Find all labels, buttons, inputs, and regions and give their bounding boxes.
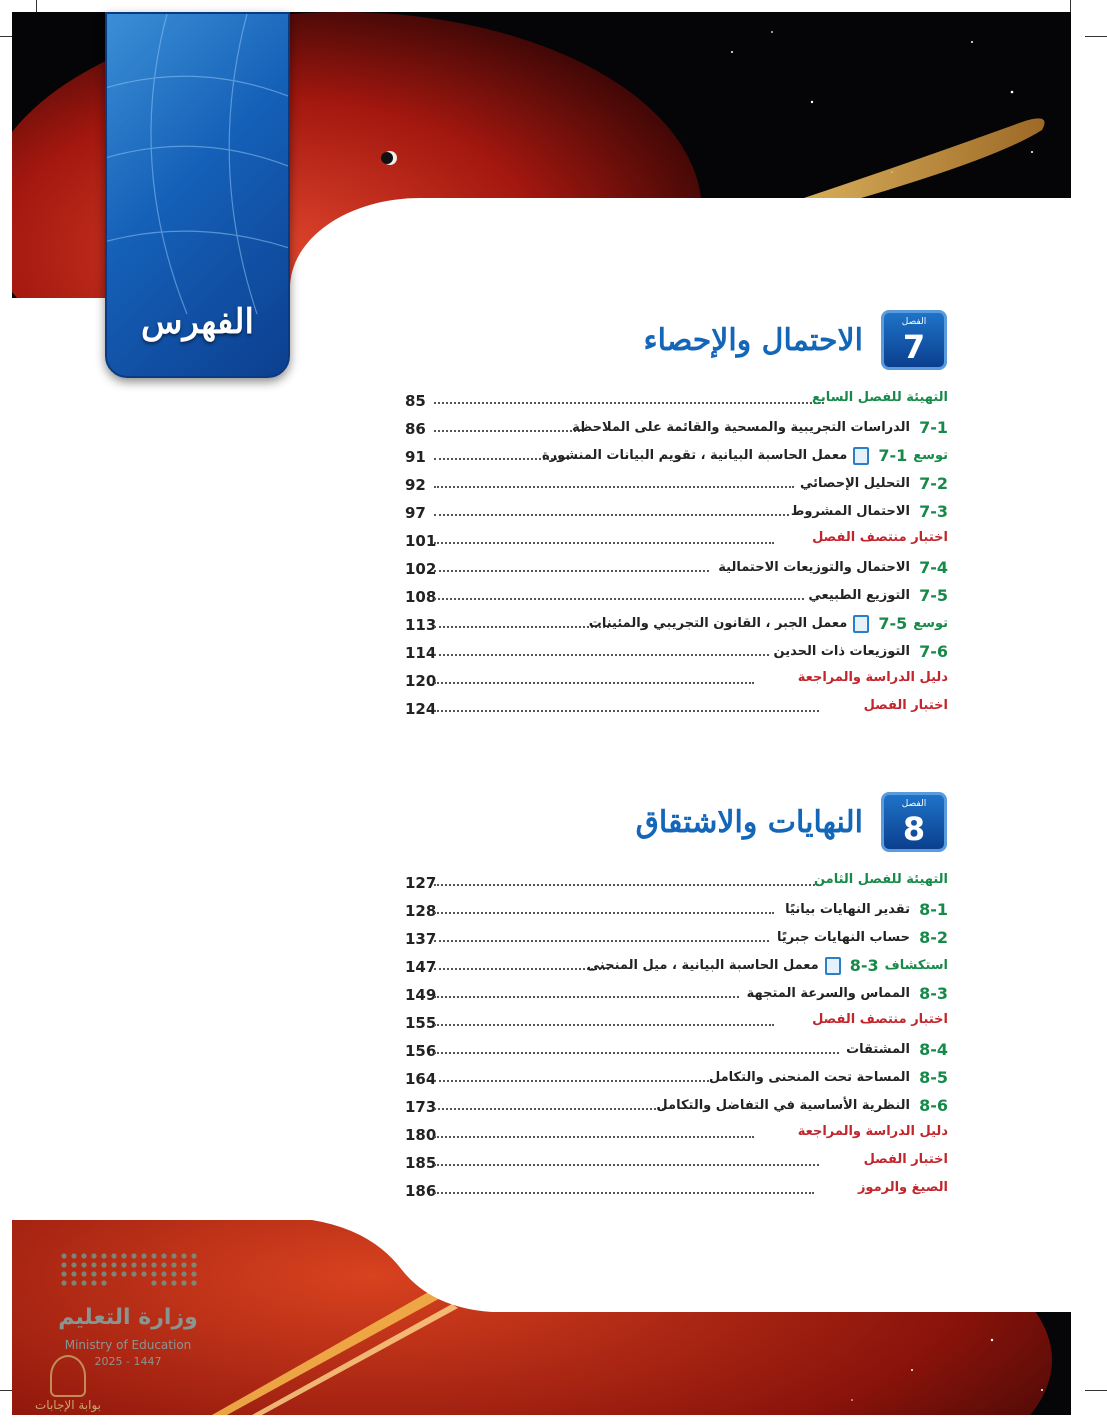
entry-label-group	[718, 558, 948, 577]
entry-label-group	[542, 446, 948, 465]
page-number: 102	[405, 560, 437, 578]
toc-entry[interactable]	[400, 416, 948, 444]
toc-entry[interactable]	[400, 1122, 948, 1150]
section-number: 7-2	[919, 474, 948, 493]
entry-title: حساب النهايات جبريًا	[776, 930, 910, 945]
dot-leader	[434, 484, 794, 488]
page-number: 120	[405, 672, 437, 690]
page-number: 127	[405, 874, 437, 892]
entry-title: التهيئة للفصل الثامن	[813, 872, 948, 887]
page-number: 108	[405, 588, 437, 606]
entry-label-group	[785, 900, 948, 919]
calculator-icon	[825, 957, 841, 975]
entry-title: المماس والسرعة المتجهة	[746, 986, 910, 1001]
ministry-arabic: وزارة التعليم	[58, 1305, 198, 1330]
index-title: الفهرس	[141, 302, 254, 342]
entry-title: اختبار الفصل	[863, 1152, 948, 1167]
entry-title: اختبار منتصف الفصل	[812, 1012, 948, 1027]
page-number: 155	[405, 1014, 437, 1032]
entry-label-group	[800, 474, 948, 493]
chapter-8-toc	[400, 870, 948, 1206]
section-number: 7-5	[878, 614, 908, 633]
watermark: بوابة الإجابات	[35, 1398, 102, 1412]
section-number: 8-6	[919, 1096, 948, 1115]
chapter-8-heading	[636, 792, 947, 852]
dot-leader	[434, 596, 804, 600]
page-number: 101	[405, 532, 437, 550]
dot-leader	[434, 512, 789, 516]
dot-leader	[434, 910, 774, 914]
entry-title: الصيغ والرموز	[857, 1180, 948, 1195]
entry-label-group	[774, 642, 948, 661]
chapter-7-heading	[643, 310, 947, 370]
entry-label-group	[812, 390, 948, 405]
entry-label-group	[777, 928, 948, 947]
entry-title: الدراسات التجريبية والمسحية والقائمة على الملاحظة	[572, 420, 910, 435]
crop-mark	[1085, 36, 1107, 37]
dot-leader	[434, 1050, 839, 1054]
chapter-number: 8	[902, 810, 926, 848]
dot-leader	[434, 1022, 774, 1026]
entry-label-group	[747, 984, 948, 1003]
entry-label-group	[858, 1180, 948, 1195]
dot-leader	[434, 966, 609, 970]
page-number: 137	[405, 930, 437, 948]
section-number: 7-3	[919, 502, 948, 521]
entry-label-group	[572, 418, 948, 437]
dot-leader	[434, 428, 584, 432]
dot-leader	[434, 540, 774, 544]
calculator-icon	[853, 447, 869, 465]
toc-entry[interactable]	[400, 444, 948, 472]
crop-mark	[1085, 1390, 1107, 1391]
toc-entry[interactable]	[400, 1038, 948, 1066]
ministry-year: 2025 - 1447	[94, 1355, 162, 1368]
entry-label-group	[709, 1068, 948, 1087]
chapter-badge	[881, 310, 947, 370]
page-number: 128	[405, 902, 437, 920]
chapter-title: الاحتمال والإحصاء	[643, 322, 863, 358]
dot-leader	[434, 652, 769, 656]
calculator-icon	[853, 615, 869, 633]
entry-label-group	[656, 1096, 948, 1115]
toc-entry[interactable]	[400, 640, 948, 668]
toc-entry[interactable]	[400, 388, 948, 416]
entry-title: التوزيع الطبيعي	[808, 588, 910, 603]
ministry-dots-icon	[58, 1250, 198, 1290]
dot-leader	[434, 568, 709, 572]
entry-prefix: توسع	[913, 616, 948, 631]
toc-entry[interactable]	[400, 612, 948, 640]
page-number: 85	[405, 392, 426, 410]
seal-icon	[50, 1355, 86, 1397]
dot-leader	[434, 994, 739, 998]
toc-entry[interactable]	[400, 1094, 948, 1122]
entry-title: الاحتمال المشروط	[790, 504, 910, 519]
entry-label-group	[798, 1124, 948, 1139]
entry-title: التهيئة للفصل السابع	[812, 390, 948, 405]
dot-leader	[434, 882, 819, 886]
entry-label-group	[864, 698, 948, 713]
entry-label-group	[798, 670, 948, 685]
entry-label-group	[808, 586, 948, 605]
dot-leader	[434, 1134, 754, 1138]
section-number: 8-1	[919, 900, 948, 919]
toc-entry[interactable]	[400, 926, 948, 954]
entry-title: النظرية الأساسية في التفاضل والتكامل	[656, 1098, 910, 1113]
dot-leader	[434, 624, 609, 628]
dot-leader	[434, 680, 754, 684]
entry-label-group	[812, 530, 948, 545]
page-number: 113	[405, 616, 437, 634]
page-number: 186	[405, 1182, 437, 1200]
page-number: 147	[405, 958, 437, 976]
section-number: 7-1	[919, 418, 948, 437]
section-number: 8-4	[919, 1040, 948, 1059]
toc-entry[interactable]	[400, 1178, 948, 1206]
toc-entry[interactable]	[400, 668, 948, 696]
page-number: 164	[405, 1070, 437, 1088]
chapter-title: النهايات والاشتقاق	[635, 804, 863, 840]
entry-title: اختبار الفصل	[863, 698, 948, 713]
chapter-7-toc	[400, 388, 948, 724]
entry-title: التوزيعات ذات الحدين	[773, 644, 910, 659]
chapter-label: الفصل	[901, 799, 927, 809]
entry-title: دليل الدراسة والمراجعة	[797, 1124, 948, 1139]
toc-entry[interactable]	[400, 1150, 948, 1178]
page-number: 91	[405, 448, 426, 466]
entry-label-group	[846, 1040, 948, 1059]
entry-label-group	[791, 502, 948, 521]
page-number: 156	[405, 1042, 437, 1060]
entry-label-group	[864, 1152, 948, 1167]
page-number: 180	[405, 1126, 437, 1144]
entry-title: المشتقات	[846, 1042, 910, 1057]
section-number: 7-1	[878, 446, 908, 465]
toc-entry[interactable]	[400, 556, 948, 584]
dot-leader	[434, 1106, 664, 1110]
entry-label-group	[814, 872, 948, 887]
page-number: 149	[405, 986, 437, 1004]
page-number: 173	[405, 1098, 437, 1116]
entry-label-group	[587, 956, 948, 975]
page-number: 185	[405, 1154, 437, 1172]
chapter-label: الفصل	[901, 317, 927, 327]
dot-leader	[434, 400, 824, 404]
entry-title: معمل الجبر ، القانون التجريبي والمئينات	[588, 616, 848, 631]
entry-label-group	[812, 1012, 948, 1027]
entry-prefix: توسع	[913, 448, 948, 463]
dot-leader	[434, 938, 769, 942]
toc-entry[interactable]	[400, 472, 948, 500]
ministry-english: Ministry of Education	[64, 1338, 192, 1352]
entry-title: اختبار منتصف الفصل	[812, 530, 948, 545]
toc-entry[interactable]	[400, 898, 948, 926]
entry-label-group	[589, 614, 948, 633]
dot-leader	[434, 1078, 709, 1082]
index-tab	[105, 12, 290, 378]
page-number: 124	[405, 700, 437, 718]
entry-prefix: استكشاف	[884, 958, 948, 973]
toc-entry[interactable]	[400, 500, 948, 528]
entry-title: دليل الدراسة والمراجعة	[797, 670, 948, 685]
section-number: 7-4	[919, 558, 948, 577]
entry-title: الاحتمال والتوزيعات الاحتمالية	[718, 560, 910, 575]
section-number: 8-5	[919, 1068, 948, 1087]
page-number: 97	[405, 504, 426, 522]
toc-entry[interactable]	[400, 528, 948, 556]
entry-title: تقدير النهايات بيانيًا	[785, 902, 910, 917]
chapter-badge	[881, 792, 947, 852]
entry-title: المساحة تحت المنحنى والتكامل	[708, 1070, 910, 1085]
entry-title: معمل الحاسبة البيانية ، تقويم البيانات المنشورة	[542, 448, 848, 463]
chapter-number: 7	[902, 328, 926, 366]
dot-leader	[434, 1190, 814, 1194]
entry-title: التحليل الإحصائي	[800, 476, 910, 491]
page-number: 86	[405, 420, 426, 438]
toc-entry[interactable]	[400, 954, 948, 982]
section-number: 8-2	[919, 928, 948, 947]
toc-entry[interactable]	[400, 982, 948, 1010]
dot-leader	[434, 708, 819, 712]
section-number: 7-6	[919, 642, 948, 661]
section-number: 7-5	[919, 586, 948, 605]
toc-entry[interactable]	[400, 696, 948, 724]
section-number: 8-3	[849, 956, 879, 975]
toc-entry[interactable]	[400, 584, 948, 612]
dot-leader	[434, 1162, 819, 1166]
toc-entry[interactable]	[400, 1010, 948, 1038]
toc-entry[interactable]	[400, 870, 948, 898]
page-number: 114	[405, 644, 437, 662]
entry-title: معمل الحاسبة البيانية ، ميل المنحنى	[586, 958, 819, 973]
section-number: 8-3	[919, 984, 948, 1003]
toc-entry[interactable]	[400, 1066, 948, 1094]
page-number: 92	[405, 476, 426, 494]
